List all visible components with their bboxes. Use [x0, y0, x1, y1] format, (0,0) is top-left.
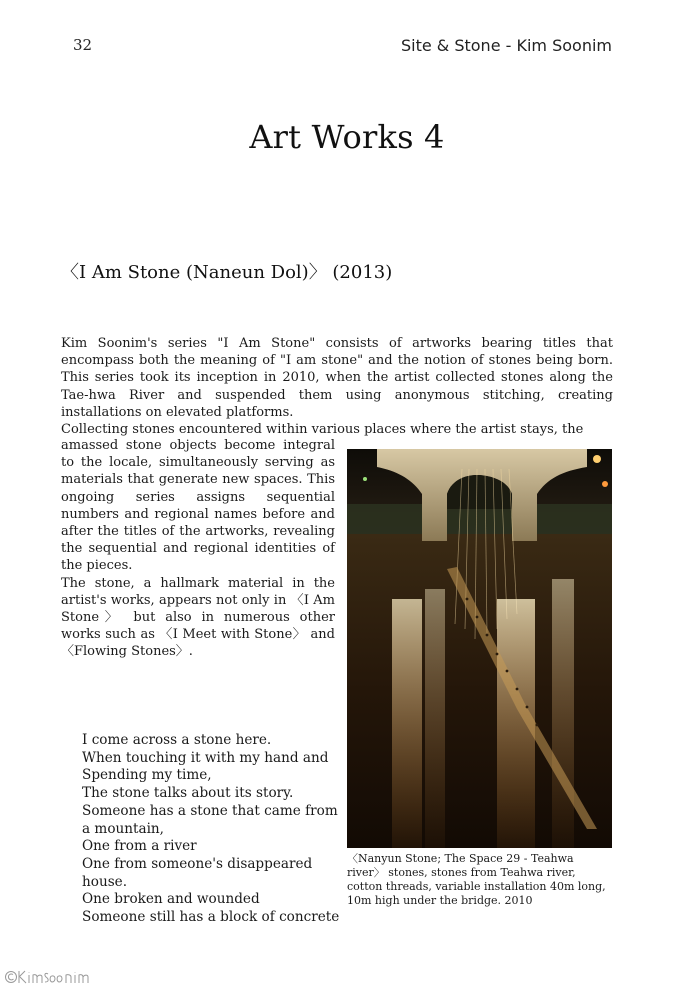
- bridge-night-photo: [347, 449, 612, 848]
- poem-line: house.: [82, 873, 128, 890]
- poem-line: I come across a stone here.: [82, 732, 272, 748]
- photo-caption: 〈Nanyun Stone; The Space 29 - Teahwa river〉 stones, stones from Teahwa river, cotton threads, variable installation 40m long, 10m high under the bridge. 2010: [347, 852, 606, 907]
- poem-line: When touching it with my hand and: [82, 749, 329, 766]
- running-header: Site & Stone - Kim Soonim: [400, 36, 612, 55]
- artwork-photo: [347, 449, 612, 848]
- poem-line: One broken and wounded: [82, 891, 260, 908]
- poem-line: The stone talks about its story.: [82, 785, 294, 802]
- poem-line: Someone has a stone that came from: [82, 802, 338, 819]
- poem-line: a mountain,: [82, 820, 165, 837]
- intro-paragraph: Kim Soonim's series "I Am Stone" consists of artworks bearing titles that encompass both the meaning of "I am stone" and the notion of stones being born. This series took its inception in 2010, when the artist collected stones along the Tae-hwa River and suspended them using anonymous stitching, creating installations on elevated platforms.: [61, 336, 613, 420]
- column-text: [61, 437, 335, 661]
- artwork-subtitle: 〈I Am Stone (Naneun Dol)〉 (2013): [61, 262, 393, 283]
- intro-paragraph: Collecting stones encountered within various places where the artist stays, the: [61, 422, 584, 438]
- poem-line: One from someone's disappeared: [82, 855, 313, 872]
- watermark: [4, 966, 90, 988]
- intro-text: [61, 335, 613, 438]
- column-paragraph: amassed stone objects become integral to the locale, simultaneously serving as materials that generate new spaces. This ongoing series assigns sequential numbers and regional names before and after the titles of the artworks, revealing the sequential and regional identities of the pieces.: [61, 438, 335, 574]
- column-paragraph: The stone, a hallmark material in the artist's works, appears not only in 〈I Am Stone〉 but also in numerous other works such as 〈I Meet with Stone〉 and 〈Flowing Stones〉.: [61, 575, 335, 660]
- poem-line: One from a river: [82, 838, 197, 855]
- poem-line: Spending my time,: [82, 767, 212, 784]
- poem: [82, 732, 344, 927]
- page-number: 32: [73, 36, 93, 54]
- page-title: Art Works 4: [249, 118, 445, 156]
- poem-line: Someone still has a block of concrete: [82, 909, 340, 926]
- watermark-signature: [4, 966, 90, 988]
